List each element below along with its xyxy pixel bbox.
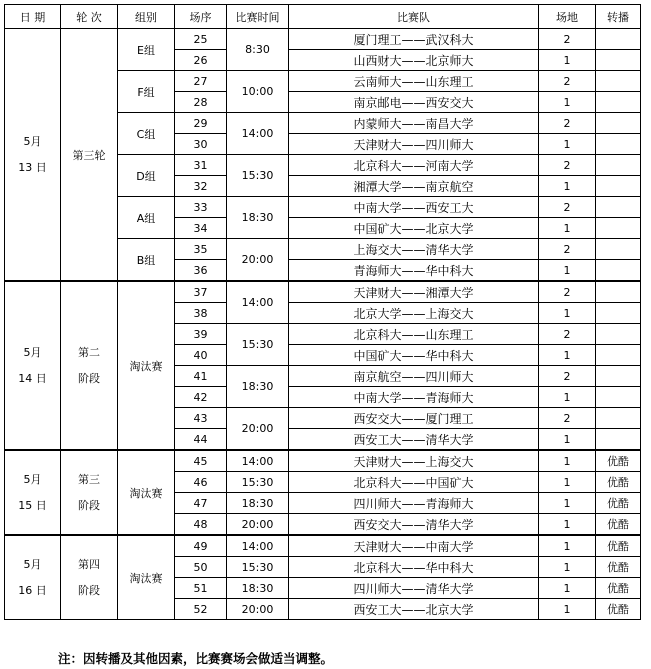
teams-cell: 青海师大——华中科大 (289, 260, 539, 282)
match-no-cell: 38 (175, 303, 227, 324)
venue-cell: 1 (539, 92, 596, 113)
teams-cell: 天津财大——湘潭大学 (289, 281, 539, 303)
teams-cell: 天津财大——上海交大 (289, 450, 539, 472)
time-cell: 14:00 (227, 281, 289, 324)
venue-cell: 1 (539, 387, 596, 408)
venue-cell: 1 (539, 303, 596, 324)
broadcast-cell: 优酷 (596, 493, 641, 514)
broadcast-cell (596, 260, 641, 282)
broadcast-cell (596, 92, 641, 113)
header-round: 轮 次 (61, 5, 118, 29)
round-line: 第三 (78, 472, 100, 486)
group-cell: 淘汰赛 (118, 281, 175, 450)
broadcast-cell (596, 134, 641, 155)
venue-cell: 2 (539, 239, 596, 260)
venue-cell: 1 (539, 50, 596, 71)
match-no-cell: 41 (175, 366, 227, 387)
date-line: 5月 (23, 472, 42, 486)
teams-cell: 湘潭大学——南京航空 (289, 176, 539, 197)
round-line: 阶段 (78, 371, 100, 385)
teams-cell: 四川师大——青海师大 (289, 493, 539, 514)
time-cell: 8:30 (227, 29, 289, 71)
teams-cell: 北京大学——上海交大 (289, 303, 539, 324)
time-cell: 18:30 (227, 493, 289, 514)
broadcast-cell (596, 303, 641, 324)
venue-cell: 1 (539, 493, 596, 514)
broadcast-cell (596, 345, 641, 366)
date-cell (5, 29, 61, 282)
broadcast-cell: 优酷 (596, 472, 641, 493)
date-line: 16 日 (18, 583, 47, 597)
broadcast-cell: 优酷 (596, 599, 641, 620)
schedule-table (4, 4, 641, 620)
venue-cell: 1 (539, 345, 596, 366)
teams-cell: 西安交大——厦门理工 (289, 408, 539, 429)
match-no-cell: 26 (175, 50, 227, 71)
match-no-cell: 44 (175, 429, 227, 451)
venue-cell: 2 (539, 324, 596, 345)
header-group: 组别 (118, 5, 175, 29)
match-row (5, 450, 641, 472)
match-no-cell: 47 (175, 493, 227, 514)
broadcast-cell (596, 113, 641, 134)
venue-cell: 2 (539, 71, 596, 92)
match-no-cell: 51 (175, 578, 227, 599)
broadcast-cell (596, 429, 641, 451)
group-cell: 淘汰赛 (118, 450, 175, 535)
teams-cell: 西安工大——北京大学 (289, 599, 539, 620)
match-no-cell: 50 (175, 557, 227, 578)
teams-cell: 南京邮电——西安交大 (289, 92, 539, 113)
round-line: 阶段 (78, 498, 100, 512)
match-row (5, 29, 641, 50)
round-cell (61, 535, 118, 620)
time-cell: 10:00 (227, 71, 289, 113)
date-line: 5月 (23, 134, 42, 148)
group-cell: C组 (118, 113, 175, 155)
broadcast-cell (596, 50, 641, 71)
teams-cell: 北京科大——华中科大 (289, 557, 539, 578)
venue-cell: 2 (539, 155, 596, 176)
teams-cell: 天津财大——中南大学 (289, 535, 539, 557)
group-cell: B组 (118, 239, 175, 282)
match-no-cell: 28 (175, 92, 227, 113)
time-cell: 14:00 (227, 113, 289, 155)
group-cell: D组 (118, 155, 175, 197)
match-no-cell: 45 (175, 450, 227, 472)
header-time: 比赛时间 (227, 5, 289, 29)
date-line: 14 日 (18, 371, 47, 385)
time-cell: 15:30 (227, 557, 289, 578)
venue-cell: 1 (539, 218, 596, 239)
date-line: 13 日 (18, 160, 47, 174)
broadcast-cell (596, 197, 641, 218)
venue-cell: 1 (539, 578, 596, 599)
time-cell: 18:30 (227, 366, 289, 408)
venue-cell: 2 (539, 113, 596, 134)
time-cell: 20:00 (227, 514, 289, 536)
teams-cell: 中国矿大——北京大学 (289, 218, 539, 239)
time-cell: 18:30 (227, 197, 289, 239)
venue-cell: 2 (539, 197, 596, 218)
time-cell: 20:00 (227, 239, 289, 282)
match-no-cell: 43 (175, 408, 227, 429)
date-line: 5月 (23, 345, 42, 359)
match-no-cell: 29 (175, 113, 227, 134)
teams-cell: 山西财大——北京师大 (289, 50, 539, 71)
round-cell: 第三轮 (61, 29, 118, 282)
venue-cell: 2 (539, 366, 596, 387)
venue-cell: 1 (539, 450, 596, 472)
teams-cell: 云南师大——山东理工 (289, 71, 539, 92)
date-cell (5, 535, 61, 620)
venue-cell: 1 (539, 599, 596, 620)
match-no-cell: 27 (175, 71, 227, 92)
match-no-cell: 52 (175, 599, 227, 620)
match-no-cell: 30 (175, 134, 227, 155)
teams-cell: 内蒙师大——南昌大学 (289, 113, 539, 134)
venue-cell: 2 (539, 408, 596, 429)
date-line: 5月 (23, 557, 42, 571)
broadcast-cell (596, 281, 641, 303)
header-broadcast: 转播 (596, 5, 641, 29)
group-cell: F组 (118, 71, 175, 113)
broadcast-cell (596, 408, 641, 429)
match-no-cell: 25 (175, 29, 227, 50)
match-no-cell: 46 (175, 472, 227, 493)
teams-cell: 厦门理工——武汉科大 (289, 29, 539, 50)
header-teams: 比赛队 (289, 5, 539, 29)
broadcast-cell: 优酷 (596, 514, 641, 536)
time-cell: 15:30 (227, 155, 289, 197)
teams-cell: 中南大学——西安工大 (289, 197, 539, 218)
time-cell: 14:00 (227, 450, 289, 472)
round-line: 第四 (78, 557, 100, 571)
match-no-cell: 34 (175, 218, 227, 239)
broadcast-cell (596, 29, 641, 50)
round-cell (61, 281, 118, 450)
round-line: 第二 (78, 345, 100, 359)
header-row (5, 5, 641, 29)
broadcast-cell: 优酷 (596, 557, 641, 578)
venue-cell: 1 (539, 429, 596, 451)
teams-cell: 西安交大——清华大学 (289, 514, 539, 536)
venue-cell: 1 (539, 260, 596, 282)
teams-cell: 西安工大——清华大学 (289, 429, 539, 451)
match-no-cell: 31 (175, 155, 227, 176)
venue-cell: 1 (539, 134, 596, 155)
time-cell: 14:00 (227, 535, 289, 557)
teams-cell: 北京科大——山东理工 (289, 324, 539, 345)
header-match-no: 场序 (175, 5, 227, 29)
match-no-cell: 39 (175, 324, 227, 345)
header-venue: 场地 (539, 5, 596, 29)
time-cell: 15:30 (227, 324, 289, 366)
venue-cell: 1 (539, 514, 596, 536)
broadcast-cell: 优酷 (596, 450, 641, 472)
match-row (5, 535, 641, 557)
teams-cell: 中国矿大——华中科大 (289, 345, 539, 366)
broadcast-cell (596, 155, 641, 176)
match-no-cell: 35 (175, 239, 227, 260)
match-no-cell: 49 (175, 535, 227, 557)
venue-cell: 1 (539, 472, 596, 493)
footnote: 注：因转播及其他因素，比赛赛场会做适当调整。 (58, 651, 334, 666)
group-cell: 淘汰赛 (118, 535, 175, 620)
match-no-cell: 40 (175, 345, 227, 366)
group-cell: A组 (118, 197, 175, 239)
date-line: 15 日 (18, 498, 47, 512)
venue-cell: 1 (539, 535, 596, 557)
venue-cell: 1 (539, 557, 596, 578)
broadcast-cell (596, 387, 641, 408)
venue-cell: 2 (539, 29, 596, 50)
teams-cell: 四川师大——清华大学 (289, 578, 539, 599)
teams-cell: 南京航空——四川师大 (289, 366, 539, 387)
time-cell: 15:30 (227, 472, 289, 493)
group-cell: E组 (118, 29, 175, 71)
teams-cell: 上海交大——清华大学 (289, 239, 539, 260)
date-cell (5, 450, 61, 535)
match-no-cell: 37 (175, 281, 227, 303)
match-no-cell: 32 (175, 176, 227, 197)
broadcast-cell (596, 239, 641, 260)
match-row (5, 281, 641, 303)
teams-cell: 北京科大——中国矿大 (289, 472, 539, 493)
teams-cell: 天津财大——四川师大 (289, 134, 539, 155)
broadcast-cell: 优酷 (596, 535, 641, 557)
broadcast-cell: 优酷 (596, 578, 641, 599)
match-no-cell: 36 (175, 260, 227, 282)
match-no-cell: 48 (175, 514, 227, 536)
schedule-body (5, 29, 641, 620)
time-cell: 18:30 (227, 578, 289, 599)
round-line: 阶段 (78, 583, 100, 597)
broadcast-cell (596, 218, 641, 239)
time-cell: 20:00 (227, 599, 289, 620)
broadcast-cell (596, 324, 641, 345)
broadcast-cell (596, 366, 641, 387)
broadcast-cell (596, 71, 641, 92)
teams-cell: 北京科大——河南大学 (289, 155, 539, 176)
teams-cell: 中南大学——青海师大 (289, 387, 539, 408)
time-cell: 20:00 (227, 408, 289, 451)
round-cell (61, 450, 118, 535)
match-no-cell: 33 (175, 197, 227, 218)
broadcast-cell (596, 176, 641, 197)
venue-cell: 1 (539, 176, 596, 197)
match-no-cell: 42 (175, 387, 227, 408)
header-date: 日 期 (5, 5, 61, 29)
date-cell (5, 281, 61, 450)
venue-cell: 2 (539, 281, 596, 303)
